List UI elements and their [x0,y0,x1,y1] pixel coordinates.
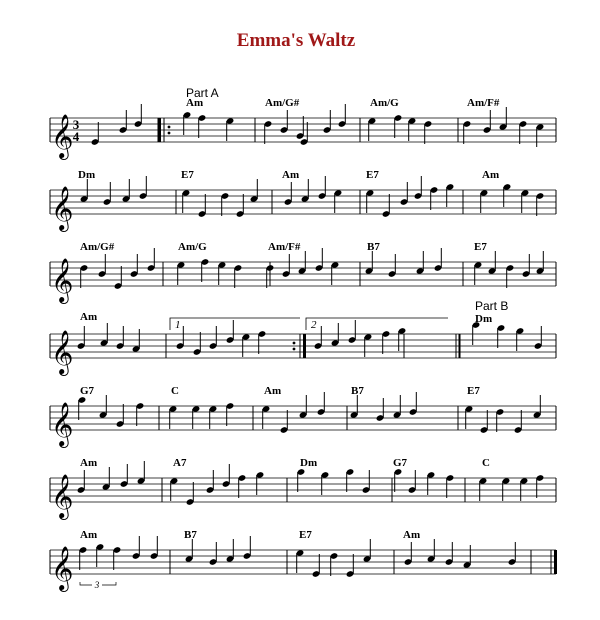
chord-symbol: Am/G# [265,97,300,109]
final-barline [554,550,557,574]
chord-symbol: B7 [184,529,197,541]
treble-clef-icon: 𝄞 [51,330,74,374]
repeat-dot [168,132,171,135]
chord-symbol: B7 [351,385,364,397]
repeat-dot [293,342,296,345]
part-a-label: Part A [186,86,219,100]
triplet-mark: 3 [94,580,100,590]
chord-symbol: Dm [300,457,318,469]
staff-system [50,104,556,160]
chord-symbol: Am [264,385,282,397]
second-ending-bracket [306,318,448,330]
tune-title: Emma's Waltz [236,30,356,51]
chord-symbol: C [482,457,490,469]
chord-symbol: A7 [173,457,187,469]
chord-symbol: Dm [475,313,493,325]
chord-symbol: G7 [80,385,95,397]
chord-symbol: Am [282,169,300,181]
first-ending-number: 1 [175,319,181,331]
staff-system [50,248,556,304]
staff-system [50,536,557,592]
treble-clef-icon: 𝄞 [51,186,74,230]
chord-symbol: Am [403,529,421,541]
repeat-dot [293,348,296,351]
chord-symbol: E7 [181,169,194,181]
chord-symbol: Am/F# [268,241,301,253]
repeat-start-thick [158,118,161,142]
chord-symbol: B7 [367,241,380,253]
treble-clef-icon: 𝄞 [51,258,74,302]
time-signature-top: 3 [72,117,80,132]
staff-system [50,461,556,520]
chord-symbol: E7 [474,241,487,253]
chord-symbol: Am/G [178,241,207,253]
chord-symbol: Am [80,457,98,469]
staff-system [50,392,556,448]
staff-system [50,176,556,232]
repeat-end-thick [303,334,306,358]
triplet-bracket [102,582,116,585]
chord-symbol: Am [80,311,98,323]
chord-symbol: G7 [393,457,408,469]
treble-clef-icon: 𝄞 [51,114,74,158]
treble-clef-icon: 𝄞 [51,402,74,446]
treble-clef-icon: 𝄞 [51,474,74,518]
treble-clef-icon: 𝄞 [51,546,74,590]
chord-symbol: C [171,385,179,397]
staff-systems [50,104,557,592]
chord-symbol: Dm [78,169,96,181]
chord-symbol: Am [80,529,98,541]
chord-symbol: Am/F# [467,97,500,109]
chord-symbol: E7 [467,385,480,397]
part-b-label: Part B [475,299,509,313]
chord-symbols [78,97,500,541]
time-signature-bottom: 4 [72,129,80,144]
chord-symbol: E7 [366,169,379,181]
chord-symbol: Am/G [370,97,399,109]
chord-symbol: Am [482,169,500,181]
triplet-bracket [80,582,92,585]
first-ending-bracket [170,318,300,330]
repeat-dot [168,126,171,129]
chord-symbol: Am/G# [80,241,115,253]
chord-symbol: E7 [299,529,312,541]
second-ending-number: 2 [311,319,317,331]
chord-symbol: Am [186,97,204,109]
